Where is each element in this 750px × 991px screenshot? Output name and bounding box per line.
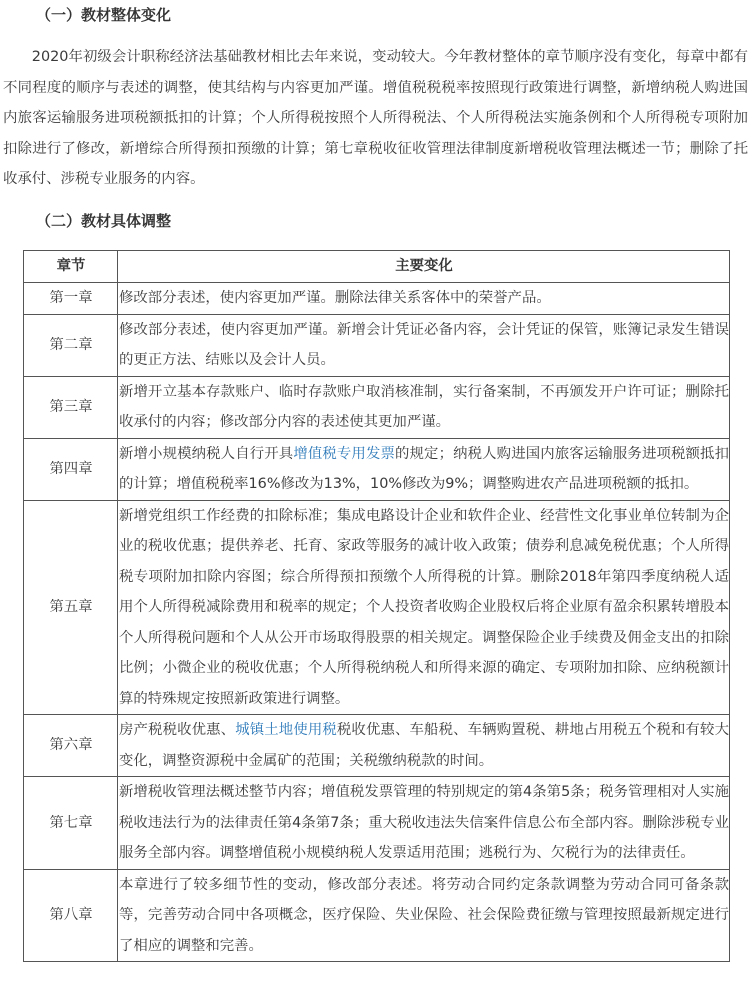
changes-cell <box>118 869 730 962</box>
table-row <box>24 283 730 315</box>
changes-cell <box>118 777 730 870</box>
changes-text: 新增小规模纳税人自行开具 <box>119 445 294 462</box>
table-row <box>24 715 730 777</box>
header-main-changes: 主要变化 <box>118 251 730 283</box>
changes-text: 新增党组织工作经费的扣除标准；集成电路设计企业和软件企业、经营性文化事业单位转制为企业的税收优惠；提供养老、托育、家政等服务的减计收入政策；债券利息减免税优惠；个人所得税专项附加扣除内容图；综合所得预扣预缴个人所得税的计算。删除2018年第四季度纳税人适用个人所得税减除费用和税率的规定；个人投资者收购企业股权后将企业原有盈余积累转增股本个人所得税问题和个人从公开市场取得股票的相关规定。调整保险企业手续费及佣金支出的扣除比例；小微企业的税收优惠；个人所得税纳税人和所得来源的确定、专项附加扣除、应纳税额计算的特殊规定按照新政策进行调整。 <box>119 507 729 707</box>
table-row <box>24 869 730 962</box>
changes-cell <box>118 376 730 438</box>
chapter-cell: 第八章 <box>24 869 118 962</box>
changes-cell <box>118 438 730 500</box>
chapter-cell: 第三章 <box>24 376 118 438</box>
table-row <box>24 438 730 500</box>
changes-text: 本章进行了较多细节性的变动，修改部分表述。将劳动合同约定条款调整为劳动合同可备条款等，完善劳动合同中各项概念，医疗保险、失业保险、社会保险费征缴与管理按照最新规定进行了相应的调整和完善。 <box>119 876 729 954</box>
chapter-cell: 第四章 <box>24 438 118 500</box>
changes-text: 修改部分表述，使内容更加严谨。删除法律关系客体中的荣誉产品。 <box>119 290 551 306</box>
table-row <box>24 777 730 870</box>
changes-text: 新增税收管理法概述整节内容；增值税发票管理的特别规定的第4条第5条；税务管理相对人实施税收违法行为的法律责任第4条第7条；重大税收违法失信案件信息公布全部内容。删除涉税专业服务全部内容。调整增值税小规模纳税人发票适用范围；逃税行为、欠税行为的法律责任。 <box>119 784 729 861</box>
header-chapter: 章节 <box>24 251 118 283</box>
table-header-row <box>24 251 730 283</box>
keyword-link[interactable]: 城镇土地使用税 <box>235 722 337 738</box>
section-heading-overall-changes: （一）教材整体变化 <box>36 6 172 24</box>
table-row <box>24 376 730 438</box>
changes-cell <box>118 715 730 777</box>
chapter-cell: 第五章 <box>24 500 118 715</box>
changes-cell <box>118 500 730 715</box>
changes-text: 的规定；纳税人购进国内旅客运输服务进项税额抵扣的计算；增值税税率16%修改为13%，10%修改为9%；调整购进农产品进项税额的抵扣。 <box>119 445 729 492</box>
changes-text: 修改部分表述，使内容更加严谨。新增会计凭证必备内容，会计凭证的保管，账簿记录发生错误的更正方法、结账以及会计人员。 <box>119 321 729 368</box>
table-row <box>24 500 730 715</box>
chapter-changes-table <box>23 250 730 962</box>
chapter-cell: 第六章 <box>24 715 118 777</box>
keyword-link[interactable]: 增值税专用发票 <box>293 445 395 462</box>
chapter-cell: 第七章 <box>24 777 118 870</box>
changes-cell <box>118 283 730 315</box>
section-heading-specific-adjustments: （二）教材具体调整 <box>36 212 172 230</box>
changes-text: 房产税税收优惠、 <box>119 722 236 738</box>
table-row <box>24 314 730 376</box>
changes-text: 新增开立基本存款账户、临时存款账户取消核准制，实行备案制，不再颁发开户许可证；删除托收承付的内容；修改部分内容的表述使其更加严谨。 <box>119 383 729 430</box>
chapter-cell: 第二章 <box>24 314 118 376</box>
changes-cell <box>118 314 730 376</box>
changes-text: 税收优惠、车船税、车辆购置税、耕地占用税五个税和有较大变化，调整资源税中金属矿的范围；关税缴纳税款的时间。 <box>119 722 729 769</box>
overview-paragraph: 2020年初级会计职称经济法基础教材相比去年来说，变动较大。今年教材整体的章节顺序没有变化，每章中都有不同程度的顺序与表述的调整，使其结构与内容更加严谨。增值税税税率按照现行政策进行调整，新增纳税人购进国内旅客运输服务进项税额抵扣的计算；个人所得税按照个人所得税法、个人所得税法实施条例和个人所得税专项附加扣除进行了修改，新增综合所得预扣预缴的计算；第七章税收征收管理法律制度新增税收管理法概述一节；删除了托收承付、涉税专业服务的内容。 <box>3 49 748 187</box>
chapter-cell: 第一章 <box>24 283 118 315</box>
